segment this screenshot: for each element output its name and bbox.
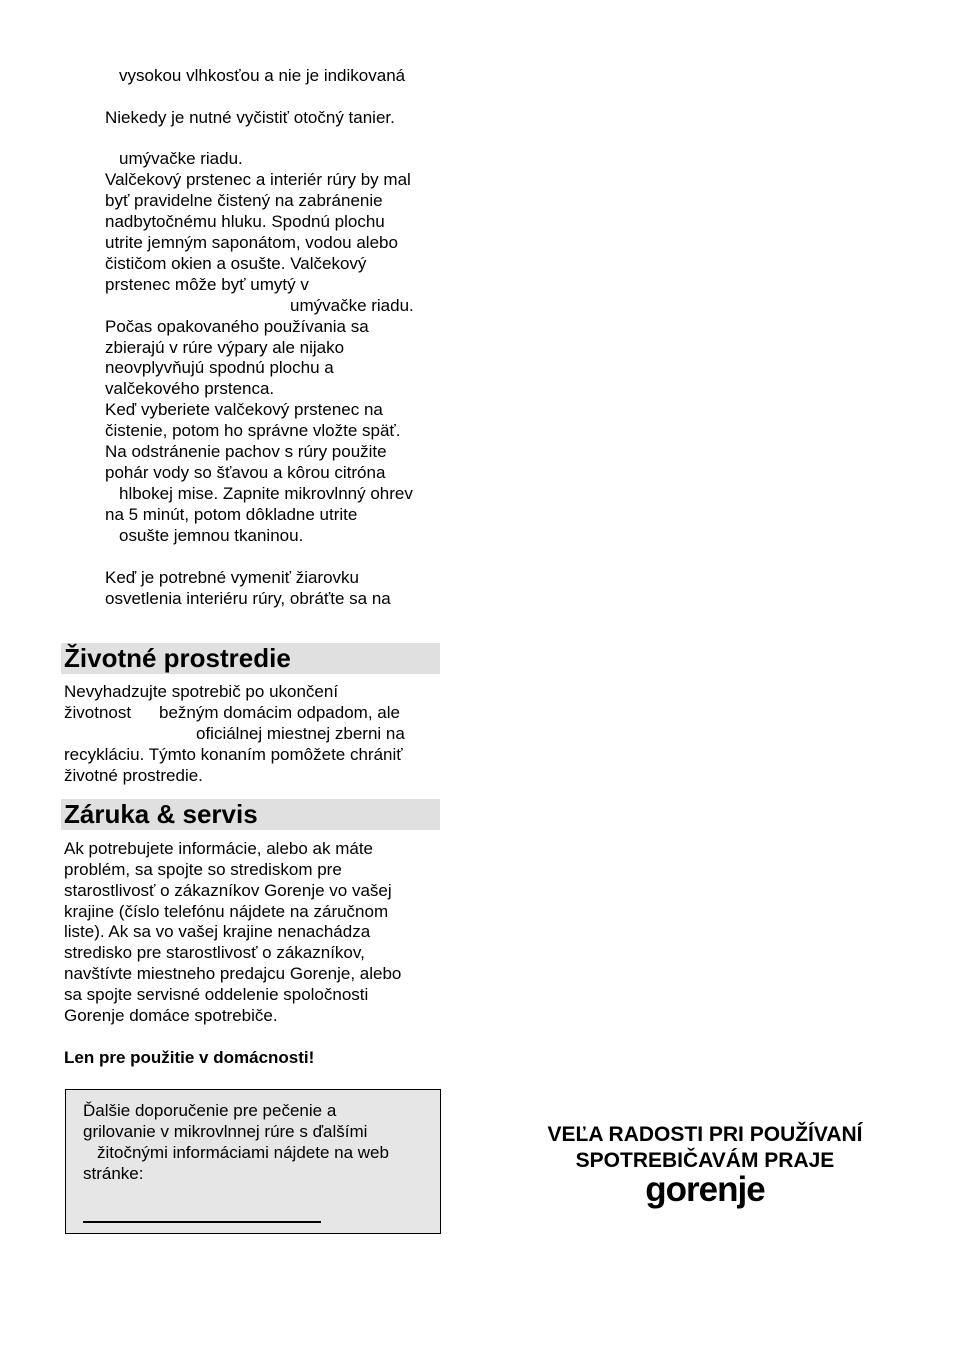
text-line: neovplyvňujú spodnú plochu a (105, 358, 334, 377)
text-line: byť pravidelne čistený na zabránenie (105, 191, 383, 210)
text-line: problém, sa spojte so strediskom pre (64, 860, 342, 879)
text-line: stránke: (83, 1164, 144, 1183)
text-line: vysokou vlhkosťou a nie je indikovaná (119, 66, 406, 85)
text-line: grilovanie v mikrovlnnej rúre s ďalšími (83, 1122, 368, 1141)
warranty-heading: Záruka & servis (61, 799, 440, 830)
text-line: osušte jemnou tkaninou. (119, 526, 304, 545)
text-line: utrite jemným saponátom, vodou alebo (105, 233, 398, 252)
text-line: umývačke riadu. (119, 149, 243, 168)
text-line: navštívte miestneho predajcu Gorenje, alebo (64, 964, 402, 983)
text-line: Ďalšie doporučenie pre pečenie a (83, 1101, 337, 1120)
text-line: na 5 minút, potom dôkladne utrite (105, 505, 358, 524)
text-line: sa spojte servisné oddelenie spoločnosti (64, 985, 369, 1004)
text-line: osvetlenia interiéru rúry, obráťte sa na (105, 589, 391, 608)
text-line: valčekového prstenca. (105, 379, 275, 398)
text-line: prstenec môže byť umytý v (105, 275, 309, 294)
text-line: Valčekový prstenec a interiér rúry by mal (105, 170, 411, 189)
text-line: starostlivosť o zákazníkov Gorenje vo vašej (64, 881, 392, 900)
text-line: recykláciu. Týmto konaním pomôžete chrániť (64, 745, 403, 764)
text-line: umývačke riadu. (290, 296, 414, 315)
text-line: žitočnými informáciami nájdete na web (97, 1143, 389, 1162)
text-line: zbierajú v rúre výpary ale nijako (105, 338, 345, 357)
text-line: oficiálnej miestnej zberni na (196, 724, 405, 743)
text-line: krajine (číslo telefónu nájdete na záručnom (64, 902, 389, 921)
text-line: Ak potrebujete informácie, alebo ak máte (64, 839, 374, 858)
text-line: čistenie, potom ho správne vložte späť. (105, 421, 401, 440)
text-line: Gorenje domáce spotrebiče. (64, 1006, 278, 1025)
url-blank-line (83, 1221, 321, 1223)
gorenje-logo: gorenje (645, 1170, 765, 1209)
closing-line-1: VEĽA RADOSTI PRI POUŽÍVANÍ (547, 1123, 863, 1146)
environment-heading: Životné prostredie (61, 643, 440, 674)
text-line: Keď vyberiete valčekový prstenec na (105, 400, 383, 419)
text-line: Keď je potrebné vymeniť žiarovku (105, 568, 360, 587)
household-use-note: Len pre použitie v domácnosti! (64, 1048, 315, 1067)
text-line: životné prostredie. (64, 766, 203, 785)
text-line: bežným domácim odpadom, ale (159, 703, 400, 722)
info-box (65, 1089, 441, 1234)
text-line: životnost (64, 703, 132, 722)
text-line: stredisko pre starostlivosť o zákazníkov, (64, 943, 365, 962)
text-line: hlbokej mise. Zapnite mikrovlnný ohrev (119, 484, 413, 503)
text-line: Nevyhadzujte spotrebič po ukončení (64, 682, 339, 701)
closing-line-2: SPOTREBIČAVÁM PRAJE (575, 1149, 835, 1172)
text-line: Na odstránenie pachov s rúry použite (105, 442, 387, 461)
text-line: pohár vody so šťavou a kôrou citróna (105, 463, 386, 482)
text-line: liste). Ak sa vo vašej krajine nenachádza (64, 922, 371, 941)
text-line: čističom okien a osušte. Valčekový (105, 254, 367, 273)
text-line: Niekedy je nutné vyčistiť otočný tanier. (105, 108, 395, 127)
text-line: Počas opakovaného používania sa (105, 317, 369, 336)
text-line: nadbytočnému hluku. Spodnú plochu (105, 212, 385, 231)
